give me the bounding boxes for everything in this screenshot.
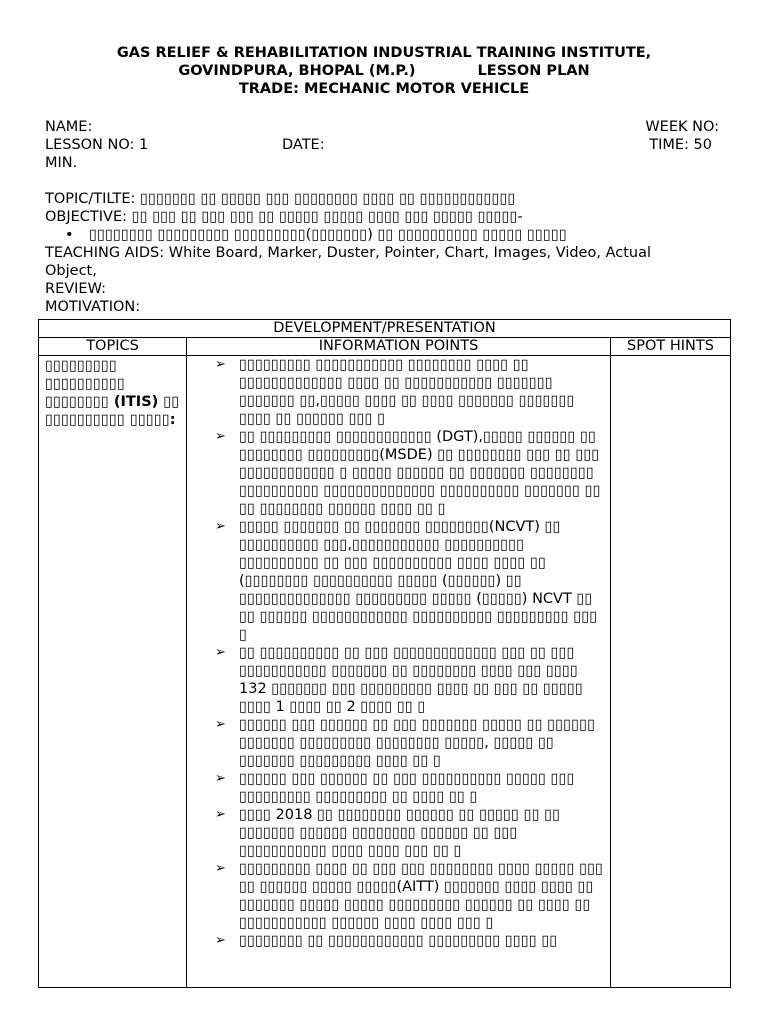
information-points-cell — [187, 356, 611, 988]
table-title: DEVELOPMENT/PRESENTATION — [39, 320, 731, 338]
time-label: TIME: 50 — [649, 137, 712, 153]
objective-bullet-text: ▯▯▯▯▯▯▯▯ ▯▯▯▯▯▯▯▯▯ ▯▯▯▯▯▯▯▯▯(▯▯▯▯▯▯▯) ▯▯ ▯▯▯▯▯▯▯▯▯▯ ▯▯▯▯▯ ▯▯▯▯▯ — [89, 227, 567, 243]
information-point — [215, 518, 606, 644]
header-line-2 — [0, 62, 768, 80]
information-point-text: ▯▯▯▯▯▯ ▯▯▯ ▯▯▯▯▯▯ ▯▯ ▯▯▯ ▯▯▯▯▯▯▯▯▯▯ ▯▯▯▯▯ ▯▯▯ ▯▯▯▯▯▯▯▯▯ ▯▯▯▯▯▯▯▯▯ ▯▯ ▯▯▯▯ ▯▯ ▯ — [239, 771, 575, 805]
bullet-icon: • — [65, 227, 74, 243]
topic-cell: ▯▯▯▯▯▯▯▯▯ ▯▯▯▯▯▯▯▯▯▯ ▯▯▯▯▯▯▯▯ (ITIS) ▯▯ ▯▯▯▯▯▯▯▯▯▯ ▯▯▯▯▯: — [39, 356, 187, 988]
document-type: LESSON PLAN — [477, 63, 590, 79]
information-points-header: INFORMATION POINTS — [187, 338, 611, 356]
arrow-bullet-icon: ➢ — [215, 861, 226, 876]
information-point — [215, 716, 606, 770]
arrow-bullet-icon: ➢ — [215, 807, 226, 822]
information-point — [215, 806, 606, 860]
information-point-text: ▯▯▯▯▯▯▯▯ ▯▯ ▯▯▯▯▯▯▯▯▯▯▯▯ ▯▯▯▯▯▯▯▯▯ ▯▯▯▯ ▯▯ — [239, 933, 558, 949]
information-point — [215, 932, 606, 950]
trade-title: TRADE: MECHANIC MOTOR VEHICLE — [238, 81, 530, 97]
arrow-bullet-icon: ➢ — [215, 519, 226, 534]
week-no-label: WEEK NO: — [645, 119, 719, 135]
review-label: REVIEW: — [45, 281, 106, 297]
arrow-bullet-icon: ➢ — [215, 771, 226, 786]
spot-hints-cell — [611, 356, 731, 988]
information-point — [215, 356, 606, 428]
topic-line: TOPIC/TILTE: ▯▯▯▯▯▯▯ ▯▯ ▯▯▯▯▯ ▯▯▯ ▯▯▯▯▯▯▯▯ ▯▯▯▯ ▯▯ ▯▯▯▯▯▯▯▯▯▯▯▯ — [45, 191, 516, 207]
arrow-bullet-icon: ➢ — [215, 645, 226, 660]
lesson-meta — [45, 118, 725, 172]
teaching-aids-line: TEACHING AIDS: White Board, Marker, Duster, Pointer, Chart, Images, Video, Actual — [45, 245, 651, 261]
lesson-details — [45, 190, 725, 316]
information-point-text: ▯▯▯▯ 2018 ▯▯ ▯▯▯▯▯▯▯▯ ▯▯▯▯▯▯ ▯▯ ▯▯▯▯▯ ▯▯ ▯▯ ▯▯▯▯▯▯▯ ▯▯▯▯▯▯ ▯▯▯▯▯▯▯▯ ▯▯▯▯▯▯ ▯▯ ▯▯▯ ▯▯▯▯▯▯▯▯▯▯▯ ▯▯▯▯ ▯▯▯▯ ▯▯▯ ▯▯ ▯ — [239, 807, 561, 859]
objective-line: OBJECTIVE: ▯▯ ▯▯▯ ▯▯ ▯▯▯ ▯▯▯ ▯▯ ▯▯▯▯▯ ▯▯▯▯▯ ▯▯▯▯ ▯▯▯ ▯▯▯▯▯ ▯▯▯▯▯- — [45, 209, 523, 225]
information-point — [215, 428, 606, 518]
min-label: MIN. — [45, 155, 78, 171]
spot-hints-header: SPOT HINTS — [611, 338, 731, 356]
teaching-aids-line-2: Object, — [45, 263, 97, 279]
date-label: DATE: — [282, 137, 325, 153]
arrow-bullet-icon: ➢ — [215, 717, 226, 732]
presentation-table — [38, 319, 731, 988]
institute-location: GOVINDPURA, BHOPAL (M.P.) — [178, 63, 416, 79]
name-label: NAME: — [45, 119, 93, 135]
objective-bullet — [45, 226, 725, 244]
information-point — [215, 644, 606, 716]
document-header — [0, 44, 768, 98]
arrow-bullet-icon: ➢ — [215, 933, 226, 948]
information-point-text: ▯▯ ▯▯▯▯▯▯▯▯▯▯ ▯▯ ▯▯▯ ▯▯▯▯▯▯▯▯▯▯▯▯▯ ▯▯▯ ▯▯ ▯▯▯ ▯▯▯▯▯▯▯▯▯▯▯ ▯▯▯▯▯▯▯ ▯▯ ▯▯▯▯▯▯▯▯ ▯▯▯▯ ▯▯▯ ▯▯▯▯ 132 ▯▯▯▯▯▯▯ ▯▯▯ ▯▯▯▯▯▯▯▯▯ ▯▯▯▯ ▯▯ ▯▯▯ ▯▯ ▯▯▯▯▯ ▯▯▯▯ 1 ▯▯▯▯ ▯▯ 2 ▯▯▯▯ ▯▯ ▯ — [239, 645, 583, 715]
topics-header: TOPICS — [39, 338, 187, 356]
information-point-text: ▯▯▯▯▯▯ ▯▯▯ ▯▯▯▯▯▯ ▯▯ ▯▯▯ ▯▯▯▯▯▯▯ ▯▯▯▯▯ ▯▯ ▯▯▯▯▯▯ ▯▯▯▯▯▯▯ ▯▯▯▯▯▯▯▯▯ ▯▯▯▯▯▯▯▯ ▯▯▯▯▯, ▯▯▯▯▯ ▯▯ ▯▯▯▯▯▯▯ ▯▯▯▯▯▯▯▯▯ ▯▯▯▯ ▯▯ ▯ — [239, 717, 596, 769]
information-points-list — [215, 356, 606, 950]
institute-name: GAS RELIEF & REHABILITATION INDUSTRIAL TRAINING INSTITUTE, — [116, 45, 652, 61]
information-point-text: ▯▯▯▯▯▯▯▯▯ ▯▯▯▯▯▯▯▯▯▯▯ ▯▯▯▯▯▯▯▯ ▯▯▯▯ ▯▯ ▯▯▯▯▯▯▯▯▯▯▯▯▯ ▯▯▯▯ ▯▯ ▯▯▯▯▯▯▯▯▯▯▯ ▯▯▯▯▯▯▯ ▯▯▯▯▯▯▯ ▯▯,▯▯▯▯▯ ▯▯▯▯ ▯▯ ▯▯▯▯ ▯▯▯▯▯▯▯ ▯▯▯▯▯▯▯ ▯▯▯▯ ▯▯ ▯▯▯▯▯▯ ▯▯▯ ▯ — [239, 357, 575, 427]
lesson-no-label: LESSON NO: 1 — [45, 137, 149, 153]
information-point — [215, 860, 606, 932]
information-point — [215, 770, 606, 806]
arrow-bullet-icon: ➢ — [215, 429, 226, 444]
information-point-text: ▯▯▯▯▯ ▯▯▯▯▯▯▯ ▯▯ ▯▯▯▯▯▯▯ ▯▯▯▯▯▯▯▯(NCVT) ▯▯ ▯▯▯▯▯▯▯▯▯▯ ▯▯▯,▯▯▯▯▯▯▯▯▯▯▯ ▯▯▯▯▯▯▯▯▯▯ ▯▯▯▯▯▯▯▯▯▯ ▯▯ ▯▯▯ ▯▯▯▯▯▯▯▯▯▯ ▯▯▯▯ ▯▯▯▯ ▯▯ (▯▯▯▯▯▯▯▯ ▯▯▯▯▯▯▯▯▯▯ ▯▯▯▯▯ (▯▯▯▯▯▯) ▯▯ ▯▯▯▯▯▯▯▯▯▯▯▯▯▯ ▯▯▯▯▯▯▯▯▯ ▯▯▯▯▯ (▯▯▯▯▯) NCVT ▯▯ ▯▯ ▯▯▯▯▯▯ ▯▯▯▯▯▯▯▯▯▯▯▯ ▯▯▯▯▯▯▯▯▯▯ ▯▯▯▯▯▯▯▯▯ ▯▯▯ ▯ — [239, 519, 598, 643]
arrow-bullet-icon: ➢ — [215, 357, 226, 372]
information-point-text: ▯▯▯▯▯▯▯▯▯ ▯▯▯▯ ▯▯ ▯▯▯ ▯▯▯ ▯▯▯▯▯▯▯▯ ▯▯▯▯ ▯▯▯▯▯ ▯▯▯ ▯▯ ▯▯▯▯▯▯ ▯▯▯▯▯ ▯▯▯▯▯(AITT) ▯▯▯▯▯▯▯ ▯▯▯▯ ▯▯▯▯ ▯▯ ▯▯▯▯▯▯▯ ▯▯▯▯▯ ▯▯▯▯▯ ▯▯▯▯▯▯▯▯▯ ▯▯▯▯▯▯ ▯▯ ▯▯▯▯ ▯▯ ▯▯▯▯▯▯▯▯▯▯▯ ▯▯▯▯▯▯ ▯▯▯▯ ▯▯▯▯ ▯▯▯ ▯ — [239, 861, 604, 931]
information-point-text: ▯▯ ▯▯▯▯▯▯▯▯▯ ▯▯▯▯▯▯▯▯▯▯▯▯ (DGT),▯▯▯▯▯ ▯▯▯▯▯▯ ▯▯ ▯▯▯▯▯▯▯▯ ▯▯▯▯▯▯▯▯▯(MSDE) ▯▯ ▯▯▯▯▯▯▯▯ ▯▯▯ ▯▯ ▯▯▯ ▯▯▯▯▯▯▯▯▯▯▯▯ ▯ ▯▯▯▯▯ ▯▯▯▯▯▯ ▯▯ ▯▯▯▯▯▯▯ ▯▯▯▯▯▯▯▯ ▯▯▯▯▯▯▯▯▯▯ ▯▯▯▯▯▯▯▯▯▯▯▯▯▯ ▯▯▯▯▯▯▯▯▯▯ ▯▯▯▯▯▯▯ ▯▯ ▯▯ ▯▯▯▯▯▯▯▯ ▯▯▯▯▯▯ ▯▯▯▯ ▯▯ ▯ — [239, 429, 601, 517]
motivation-label: MOTIVATION: — [45, 299, 141, 315]
